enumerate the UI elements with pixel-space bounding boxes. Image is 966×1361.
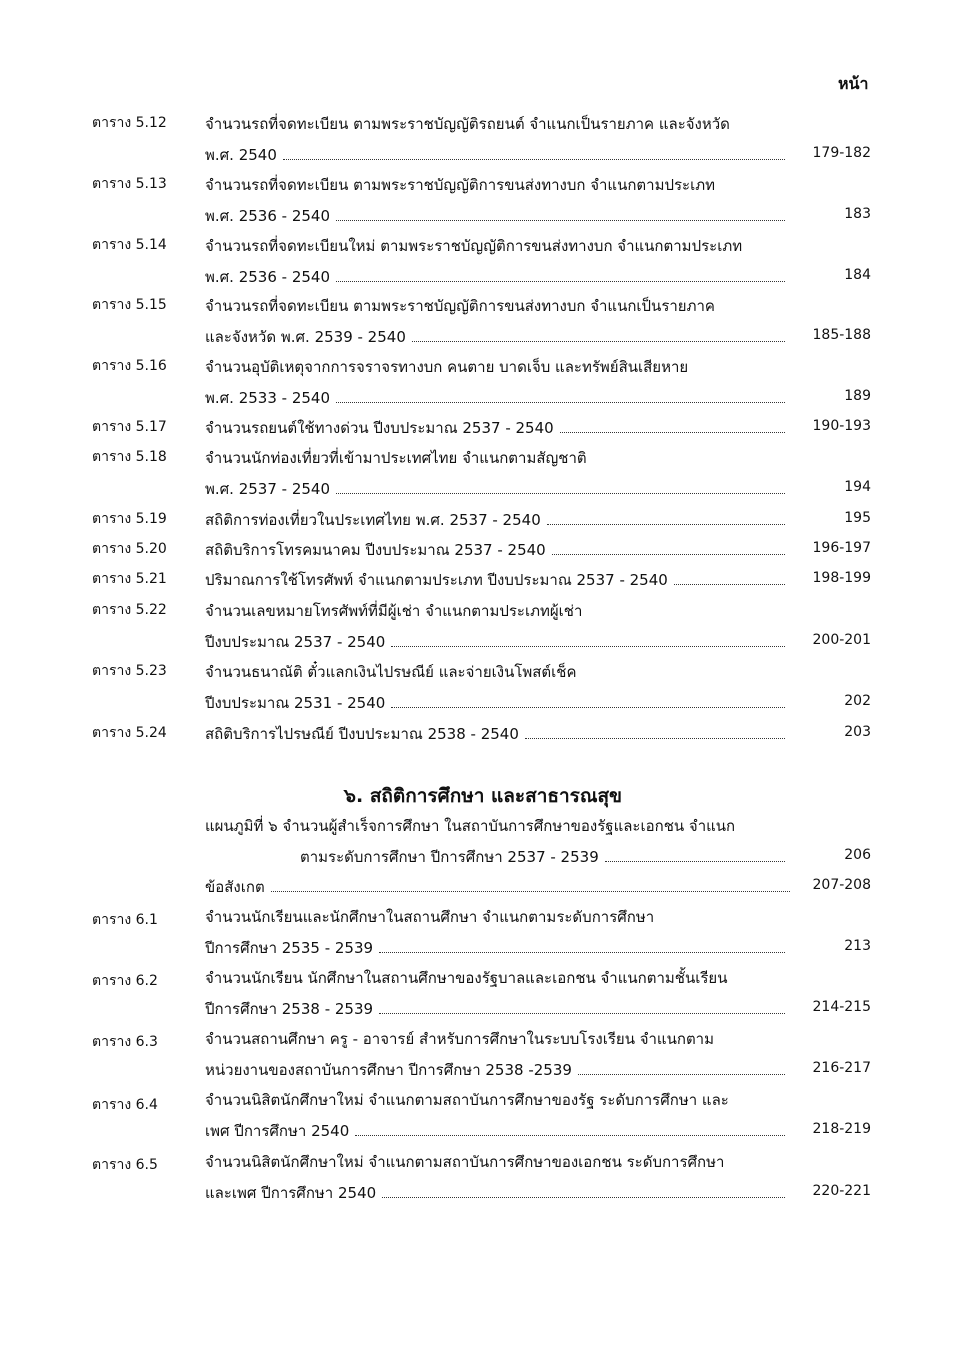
entry-title-cont: พ.ศ. 2540	[205, 146, 277, 164]
page-number: 220-221	[812, 1183, 871, 1199]
note-title: ข้อสังเกต	[205, 878, 265, 896]
entry-title-cont: พ.ศ. 2533 - 2540	[205, 389, 331, 407]
chart-title-leader	[300, 845, 791, 867]
table-number: ตาราง 6.4	[92, 1097, 158, 1113]
page-number: 189	[844, 388, 871, 404]
entry-title-leader	[205, 204, 791, 226]
chart-title-cont: ตามระดับการศึกษา ปีการศึกษา 2537 - 2539	[300, 848, 599, 866]
entry-title-leader	[205, 416, 791, 438]
table-number: ตาราง 5.22	[92, 602, 167, 618]
entry-title: สถิติบริการโทรคมนาคม ปีงบประมาณ 2537 - 2540	[205, 541, 546, 559]
page-number: 214-215	[812, 999, 871, 1015]
chart-title: แผนภูมิที่ ๖ จำนวนผู้สำเร็จการศึกษา ในสถาบันการศึกษาของรัฐและเอกชน จำแนก	[205, 817, 736, 835]
page-number: 207-208	[812, 877, 871, 893]
entry-title-cont: พ.ศ. 2536 - 2540	[205, 207, 331, 225]
entry-title: จำนวนนักเรียน นักศึกษาในสถานศึกษาของรัฐบาลและเอกชน จำแนกตามชั้นเรียน	[205, 969, 728, 987]
entry-title-cont: ปีการศึกษา 2535 - 2539	[205, 939, 374, 957]
page-number: 202	[844, 693, 871, 709]
entry-title-leader	[205, 325, 791, 347]
entry-title-leader	[205, 538, 791, 560]
entry-title-cont: และเพศ ปีการศึกษา 2540	[205, 1184, 377, 1202]
page-number: 195	[844, 510, 871, 526]
page-number: 206	[844, 847, 871, 863]
entry-title-leader	[205, 630, 791, 652]
entry-title: จำนวนเลขหมายโทรศัพท์ที่มีผู้เช่า จำแนกตามประเภทผู้เช่า	[205, 602, 583, 620]
table-number: ตาราง 5.23	[92, 663, 167, 679]
entry-title-leader	[205, 477, 791, 499]
entry-title-leader	[205, 508, 791, 530]
entry-title-leader	[205, 265, 791, 287]
entry-title-cont: เพศ ปีการศึกษา 2540	[205, 1122, 350, 1140]
entry-title: จำนวนอุบัติเหตุจากการจราจรทางบก คนตาย บาดเจ็บ และทรัพย์สินเสียหาย	[205, 358, 689, 376]
page-column-label: หน้า	[838, 74, 869, 93]
entry-title-leader	[205, 143, 791, 165]
table-number: ตาราง 5.12	[92, 115, 167, 131]
page-number: 184	[844, 267, 871, 283]
entry-title-cont: พ.ศ. 2536 - 2540	[205, 268, 331, 286]
table-number: ตาราง 5.18	[92, 449, 167, 465]
table-number: ตาราง 5.13	[92, 176, 167, 192]
entry-title-leader	[205, 997, 791, 1019]
entry-title-leader	[205, 1058, 791, 1080]
page-number: 185-188	[812, 327, 871, 343]
entry-title-cont: หน่วยงานของสถาบันการศึกษา ปีการศึกษา 2538 -2539	[205, 1061, 572, 1079]
entry-title-leader	[205, 1181, 791, 1203]
page-number: 179-182	[812, 145, 871, 161]
entry-title-leader	[205, 1119, 791, 1141]
table-number: ตาราง 5.15	[92, 297, 167, 313]
entry-title: จำนวนรถที่จดทะเบียน ตามพระราชบัญญัติการขนส่งทางบก จำแนกเป็นรายภาค	[205, 297, 715, 315]
entry-title: จำนวนนักท่องเที่ยวที่เข้ามาประเทศไทย จำแนกตามสัญชาติ	[205, 449, 587, 467]
entry-title-leader	[205, 691, 791, 713]
table-number: ตาราง 6.3	[92, 1034, 158, 1050]
table-number: ตาราง 5.21	[92, 571, 167, 587]
entry-title-leader	[205, 936, 791, 958]
entry-title: จำนวนนักเรียนและนักศึกษาในสถานศึกษา จำแนกตามระดับการศึกษา	[205, 908, 655, 926]
entry-title: จำนวนนิสิตนักศึกษาใหม่ จำแนกตามสถาบันการศึกษาของเอกชน ระดับการศึกษา	[205, 1153, 725, 1171]
entry-title: จำนวนนิสิตนักศึกษาใหม่ จำแนกตามสถาบันการศึกษาของรัฐ ระดับการศึกษา และ	[205, 1091, 729, 1109]
table-number: ตาราง 5.16	[92, 358, 167, 374]
entry-title-cont: ปีงบประมาณ 2537 - 2540	[205, 633, 386, 651]
page-number: 213	[844, 938, 871, 954]
entry-title: จำนวนรถยนต์ใช้ทางด่วน ปีงบประมาณ 2537 - 2540	[205, 419, 554, 437]
entry-title: สถิติบริการไปรษณีย์ ปีงบประมาณ 2538 - 2540	[205, 725, 519, 743]
entry-title-cont: พ.ศ. 2537 - 2540	[205, 480, 331, 498]
table-number: ตาราง 5.19	[92, 511, 167, 527]
entry-title-cont: ปีงบประมาณ 2531 - 2540	[205, 694, 386, 712]
entry-title-leader	[205, 386, 791, 408]
entry-title: สถิติการท่องเที่ยวในประเทศไทย พ.ศ. 2537 - 2540	[205, 511, 541, 529]
entry-title: จำนวนสถานศึกษา ครู - อาจารย์ สำหรับการศึกษาในระบบโรงเรียน จำแนกตาม	[205, 1030, 714, 1048]
entry-title-leader	[205, 568, 791, 590]
entry-title: จำนวนรถที่จดทะเบียน ตามพระราชบัญญัติรถยนต์ จำแนกเป็นรายภาค และจังหวัด	[205, 115, 730, 133]
entry-title-cont: และจังหวัด พ.ศ. 2539 - 2540	[205, 328, 406, 346]
table-number: ตาราง 5.20	[92, 541, 167, 557]
entry-title: จำนวนธนาณัติ ตั๋วแลกเงินไปรษณีย์ และจ่ายเงินโพสต์เช็ค	[205, 663, 577, 681]
table-number: ตาราง 5.24	[92, 725, 167, 741]
page-number: 194	[844, 479, 871, 495]
section-heading: ๖. สถิติการศึกษา และสาธารณสุข	[343, 785, 623, 807]
entry-title: จำนวนรถที่จดทะเบียนใหม่ ตามพระราชบัญญัติการขนส่งทางบก จำแนกตามประเภท	[205, 237, 743, 255]
table-number: ตาราง 5.17	[92, 419, 167, 435]
page-number: 198-199	[812, 570, 871, 586]
entry-title-leader	[205, 722, 791, 744]
page-number: 183	[844, 206, 871, 222]
page-number: 216-217	[812, 1060, 871, 1076]
table-number: ตาราง 6.5	[92, 1157, 158, 1173]
table-number: ตาราง 6.1	[92, 912, 158, 928]
page-number: 218-219	[812, 1121, 871, 1137]
entry-title: ปริมาณการใช้โทรศัพท์ จำแนกตามประเภท ปีงบประมาณ 2537 - 2540	[205, 571, 668, 589]
note-leader	[205, 875, 796, 897]
table-number: ตาราง 5.14	[92, 237, 167, 253]
page-number: 190-193	[812, 418, 871, 434]
page-number: 200-201	[812, 632, 871, 648]
table-number: ตาราง 6.2	[92, 973, 158, 989]
entry-title-cont: ปีการศึกษา 2538 - 2539	[205, 1000, 374, 1018]
page-number: 203	[844, 724, 871, 740]
page-number: 196-197	[812, 540, 871, 556]
entry-title: จำนวนรถที่จดทะเบียน ตามพระราชบัญญัติการขนส่งทางบก จำแนกตามประเภท	[205, 176, 715, 194]
